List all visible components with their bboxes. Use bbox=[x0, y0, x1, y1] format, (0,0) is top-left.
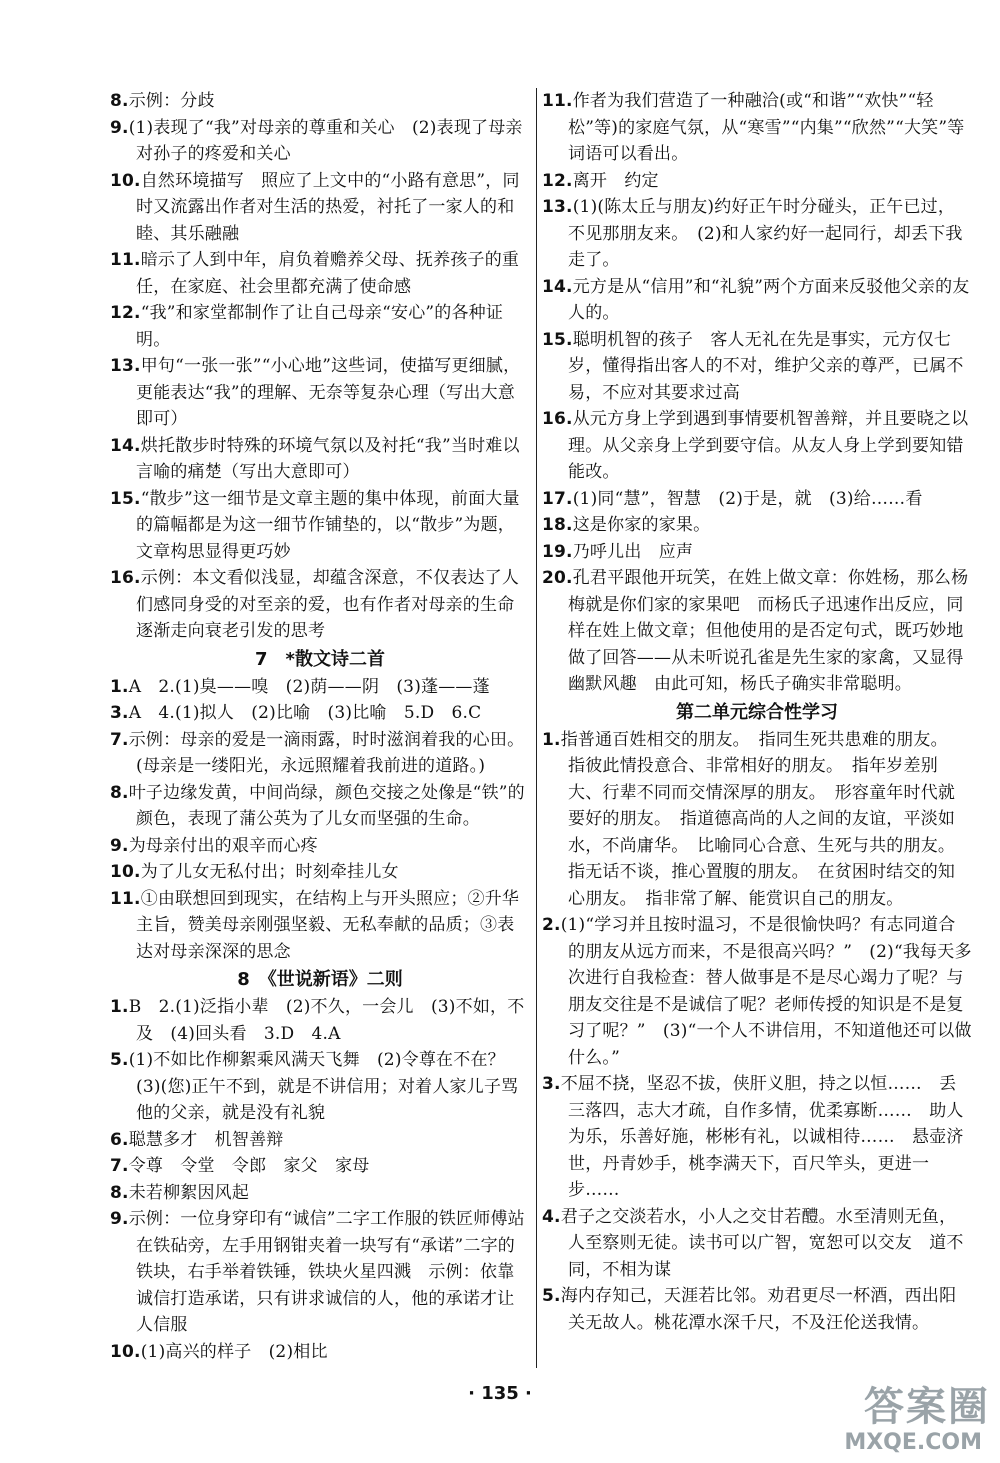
answer-number: 3. bbox=[110, 703, 129, 723]
answer-item bbox=[542, 565, 972, 698]
answer-item bbox=[542, 327, 972, 407]
answer-number: 9. bbox=[110, 117, 129, 138]
answer-text: 令尊 令堂 令郎 家父 家母 bbox=[128, 1156, 370, 1176]
answer-text: A 4.(1)拟人 (2)比喻 (3)比喻 5.D 6.C bbox=[128, 703, 482, 723]
answer-text: “散步”这一细节是文章主题的集中体现，前面大量的篇幅都是为这一细节作铺垫的，以“散步”为题，文章构思显得更巧妙 bbox=[136, 488, 520, 562]
answer-item bbox=[110, 1153, 530, 1180]
answer-item bbox=[110, 994, 530, 1047]
answer-item bbox=[542, 274, 972, 327]
answer-text: (1)表现了“我”对母亲的尊重和关心 (2)表现了母亲对孙子的疼爱和关心 bbox=[128, 117, 523, 164]
answer-text: 海内存知己，天涯若比邻。劝君更尽一杯酒，西出阳关无故人。桃花潭水深千尺，不及汪伦送我情。 bbox=[560, 1286, 957, 1333]
answer-number: 1. bbox=[110, 997, 129, 1017]
answer-number: 10. bbox=[110, 862, 141, 882]
answer-item bbox=[542, 1071, 972, 1204]
answer-number: 8. bbox=[110, 91, 129, 111]
answer-number: 17. bbox=[542, 488, 573, 509]
answer-number: 5. bbox=[542, 1286, 561, 1306]
answer-text: (1)高兴的样子 (2)相比 bbox=[140, 1341, 328, 1362]
answer-number: 14. bbox=[542, 276, 573, 297]
right-column bbox=[542, 88, 972, 1336]
answer-text: 乃呼儿出 应声 bbox=[572, 541, 694, 562]
watermark-logo bbox=[820, 1375, 990, 1455]
answer-number: 9. bbox=[110, 835, 129, 856]
answer-number: 6. bbox=[110, 1129, 129, 1150]
answer-item bbox=[110, 1180, 530, 1207]
answer-number: 13. bbox=[110, 356, 141, 376]
answer-number: 5. bbox=[110, 1050, 129, 1070]
answer-item bbox=[110, 859, 530, 886]
answer-item bbox=[110, 780, 530, 833]
answer-number: 20. bbox=[542, 568, 573, 588]
answer-number: 12. bbox=[110, 303, 141, 323]
answer-item bbox=[110, 300, 530, 353]
answer-text: 叶子边缘发黄，中间尚绿，颜色交接之处像是“铁”的颜色，表现了蒲公英为了儿女而坚强的生命。 bbox=[128, 782, 525, 829]
answer-item bbox=[542, 406, 972, 486]
answer-number: 8. bbox=[110, 782, 129, 803]
answer-text: 不屈不挠，坚忍不拔，侠肝义胆，持之以恒…… 丢三落四，志大才疏，自作多情，优柔寡断…… 助人为乐，乐善好施，彬彬有礼，以诚相待…… 悬壶济世，丹青妙手，桃李满天下，百尺竿头，更进一步…… bbox=[560, 1074, 964, 1200]
answer-text: (1)(陈太丘与朋友)约好正午时分碰头，正午已过，不见那朋友来。 (2)和人家约好一起同行，却丢下我走了。 bbox=[568, 197, 963, 270]
answer-item bbox=[542, 1204, 972, 1284]
answer-item bbox=[110, 1047, 530, 1127]
answer-number: 10. bbox=[110, 1341, 141, 1362]
answer-number: 1. bbox=[110, 676, 129, 697]
section-heading: 8 《世说新语》二则 bbox=[237, 969, 403, 990]
answer-item bbox=[542, 194, 972, 274]
answer-text: A 2.(1)臭——嗅 (2)荫——阴 (3)蓬——蓬 bbox=[128, 676, 490, 697]
answer-item bbox=[542, 1283, 972, 1336]
page-number: · 135 · bbox=[468, 1383, 532, 1404]
answer-item bbox=[110, 565, 530, 645]
answer-item bbox=[110, 247, 530, 300]
watermark-text: 答案圈 bbox=[864, 1384, 990, 1430]
answer-text: 聪慧多才 机智善辩 bbox=[128, 1129, 284, 1150]
section-heading: 7 *散文诗二首 bbox=[255, 648, 385, 670]
answer-number: 11. bbox=[110, 250, 141, 270]
answer-item bbox=[110, 433, 530, 486]
answer-item bbox=[542, 486, 972, 513]
answer-text: 指普通百姓相交的朋友。 指同生死共患难的朋友。 指彼此情投意合、非常相好的朋友。 指年岁差别大、行辈不同而交情深厚的朋友。 形容童年时代就要好的朋友。 指道德高尚的人之间的友谊，平淡如水，不尚庸华。 比喻同心合意、生死与共的朋友。 指无话不谈，推心置腹的朋友。 在贫困时结交的知心朋友。 指非常了解、能赏识自己的朋友。 bbox=[560, 729, 964, 909]
answer-number: 15. bbox=[110, 488, 141, 509]
answer-text: 示例：母亲的爱是一滴雨露，时时滋润着我的心田。(母亲是一缕阳光，永远照耀着我前进的道路。) bbox=[128, 729, 525, 776]
answer-item bbox=[110, 700, 530, 727]
answer-text: 烘托散步时特殊的环境气氛以及衬托“我”当时难以言喻的痛楚（写出大意即可） bbox=[136, 435, 520, 482]
answer-number: 14. bbox=[110, 435, 141, 456]
answer-text: 聪明机智的孩子 客人无礼在先是事实，元方仅七岁，懂得指出客人的不对，维护父亲的尊严，已属不易，不应对其要求过高 bbox=[568, 329, 964, 403]
answer-text: “我”和家堂都制作了让自己母亲“安心”的各种证明。 bbox=[136, 303, 504, 350]
answer-text: 示例：分歧 bbox=[128, 91, 215, 111]
answer-text: 为母亲付出的艰辛而心疼 bbox=[128, 835, 318, 856]
answer-item bbox=[110, 886, 530, 966]
answer-number: 3. bbox=[542, 1074, 561, 1094]
answer-text: 君子之交淡若水，小人之交甘若醴。水至清则无鱼，人至察则无徒。读书可以广智，宽恕可以交友 道不同，不相为谋 bbox=[560, 1206, 964, 1280]
answer-item bbox=[542, 88, 972, 168]
answer-text: 未若柳絮因风起 bbox=[128, 1182, 250, 1203]
answer-text: (1)同“慧”，智慧 (2)于是，就 (3)给……看 bbox=[572, 488, 923, 509]
answer-item bbox=[110, 1127, 530, 1154]
answer-text: 孔君平跟他开玩笑，在姓上做文章：你姓杨，那么杨梅就是你们家的家果吧 而杨氏子迅速作出反应，同样在姓上做文章；但他使用的是否定句式，既巧妙地做了回答——从未听说孔雀是先生家的家禽，又显得幽默风趣 由此可知，杨氏子确实非常聪明。 bbox=[568, 568, 969, 694]
answer-number: 13. bbox=[542, 197, 573, 217]
answer-number: 16. bbox=[542, 409, 573, 429]
answer-number: 1. bbox=[542, 729, 561, 750]
answer-item bbox=[110, 168, 530, 248]
answer-number: 8. bbox=[110, 1182, 129, 1203]
answer-item bbox=[110, 1339, 530, 1366]
watermark-url: MXQE.COM bbox=[844, 1430, 982, 1455]
answer-text: 甲句“一张一张”“小心地”这些词，使描写更细腻，更能表达“我”的理解、无奈等复杂心理（写出大意即可） bbox=[136, 356, 521, 429]
answer-number: 10. bbox=[110, 170, 141, 191]
answer-item bbox=[542, 727, 972, 913]
answer-text: B 2.(1)泛指小辈 (2)不久，一会儿 (3)不如，不及 (4)回头看 3.D 4.A bbox=[128, 997, 525, 1044]
column-divider bbox=[536, 88, 537, 1368]
answer-text: 示例：一位身穿印有“诚信”二字工作服的铁匠师傅站在铁砧旁，左手用钢钳夹着一块写有“承诺”二字的铁块，右手举着铁锤，铁块火星四溅 示例：依靠诚信打造承诺，只有讲求诚信的人，他的承诺才让人信服 bbox=[128, 1209, 525, 1335]
answer-text: 自然环境描写 照应了上文中的“小路有意思”，同时又流露出作者对生活的热爱，衬托了一家人的和睦、其乐融融 bbox=[136, 170, 520, 244]
answer-text: 这是你家的家果。 bbox=[572, 515, 711, 535]
answer-text: 示例：本文看似浅显，却蕴含深意，不仅表达了人们感同身受的对至亲的爱，也有作者对母亲的生命逐渐走向衰老引发的思考 bbox=[136, 568, 520, 641]
answer-number: 18. bbox=[542, 515, 573, 535]
answer-item bbox=[110, 353, 530, 433]
answer-text: (1)“学习并且按时温习，不是很愉快吗？有志同道合的朋友从远方而来，不是很高兴吗？” (2)“我每天多次进行自我检查：替人做事是不是尽心竭力了呢？与朋友交往是不是诚信了呢？老师传授的知识是不是复习了呢？” (3)“一个人不讲信用，不知道他还可以做什么。” bbox=[560, 915, 972, 1068]
answer-text: 元方是从“信用”和“礼貌”两个方面来反驳他父亲的友人的。 bbox=[568, 276, 970, 323]
answer-text: (1)不如比作柳絮乘风满天飞舞 (2)令尊在不在？ (3)(您)正午不到，就是不讲信用；对着人家儿子骂他的父亲，就是没有礼貌 bbox=[128, 1050, 523, 1123]
answer-item bbox=[110, 115, 530, 168]
answer-item bbox=[110, 88, 530, 115]
answer-item bbox=[110, 486, 530, 566]
answer-text: 作者为我们营造了一种融洽(或“和谐”“欢快”“轻松”等)的家庭气氛，从“寒雪”“内集”“欣然”“大笑”等词语可以看出。 bbox=[568, 91, 965, 164]
answer-item bbox=[110, 727, 530, 780]
answer-text: 从元方身上学到遇到事情要机智善辩，并且要晓之以理。从父亲身上学到要守信。从友人身上学到要知错能改。 bbox=[568, 409, 969, 482]
answer-item bbox=[110, 833, 530, 860]
answer-number: 11. bbox=[110, 888, 141, 909]
answer-item bbox=[542, 168, 972, 195]
answer-text: 暗示了人到中年，肩负着赡养父母、抚养孩子的重任，在家庭、社会里都充满了使命感 bbox=[136, 250, 520, 297]
answer-item bbox=[542, 539, 972, 566]
answer-number: 7. bbox=[110, 1156, 129, 1176]
answer-item bbox=[542, 912, 972, 1071]
answer-text: 为了儿女无私付出；时刻牵挂儿女 bbox=[140, 862, 399, 882]
answer-number: 2. bbox=[542, 915, 561, 935]
answer-number: 9. bbox=[110, 1209, 129, 1229]
answer-number: 4. bbox=[542, 1206, 561, 1227]
answer-item bbox=[110, 1206, 530, 1339]
answer-number: 19. bbox=[542, 541, 573, 562]
answer-item bbox=[542, 512, 972, 539]
answer-number: 7. bbox=[110, 729, 129, 750]
answer-item bbox=[110, 674, 530, 701]
section-heading: 第二单元综合性学习 bbox=[676, 701, 838, 723]
answer-number: 15. bbox=[542, 329, 573, 350]
answer-number: 12. bbox=[542, 170, 573, 191]
answer-number: 16. bbox=[110, 568, 141, 588]
answer-text: 离开 约定 bbox=[572, 170, 659, 191]
answer-number: 11. bbox=[542, 91, 573, 111]
left-column bbox=[110, 88, 530, 1365]
answer-text: ①由联想回到现实，在结构上与开头照应；②升华主旨，赞美母亲刚强坚毅、无私奉献的品质；③表达对母亲深深的思念 bbox=[136, 888, 520, 962]
